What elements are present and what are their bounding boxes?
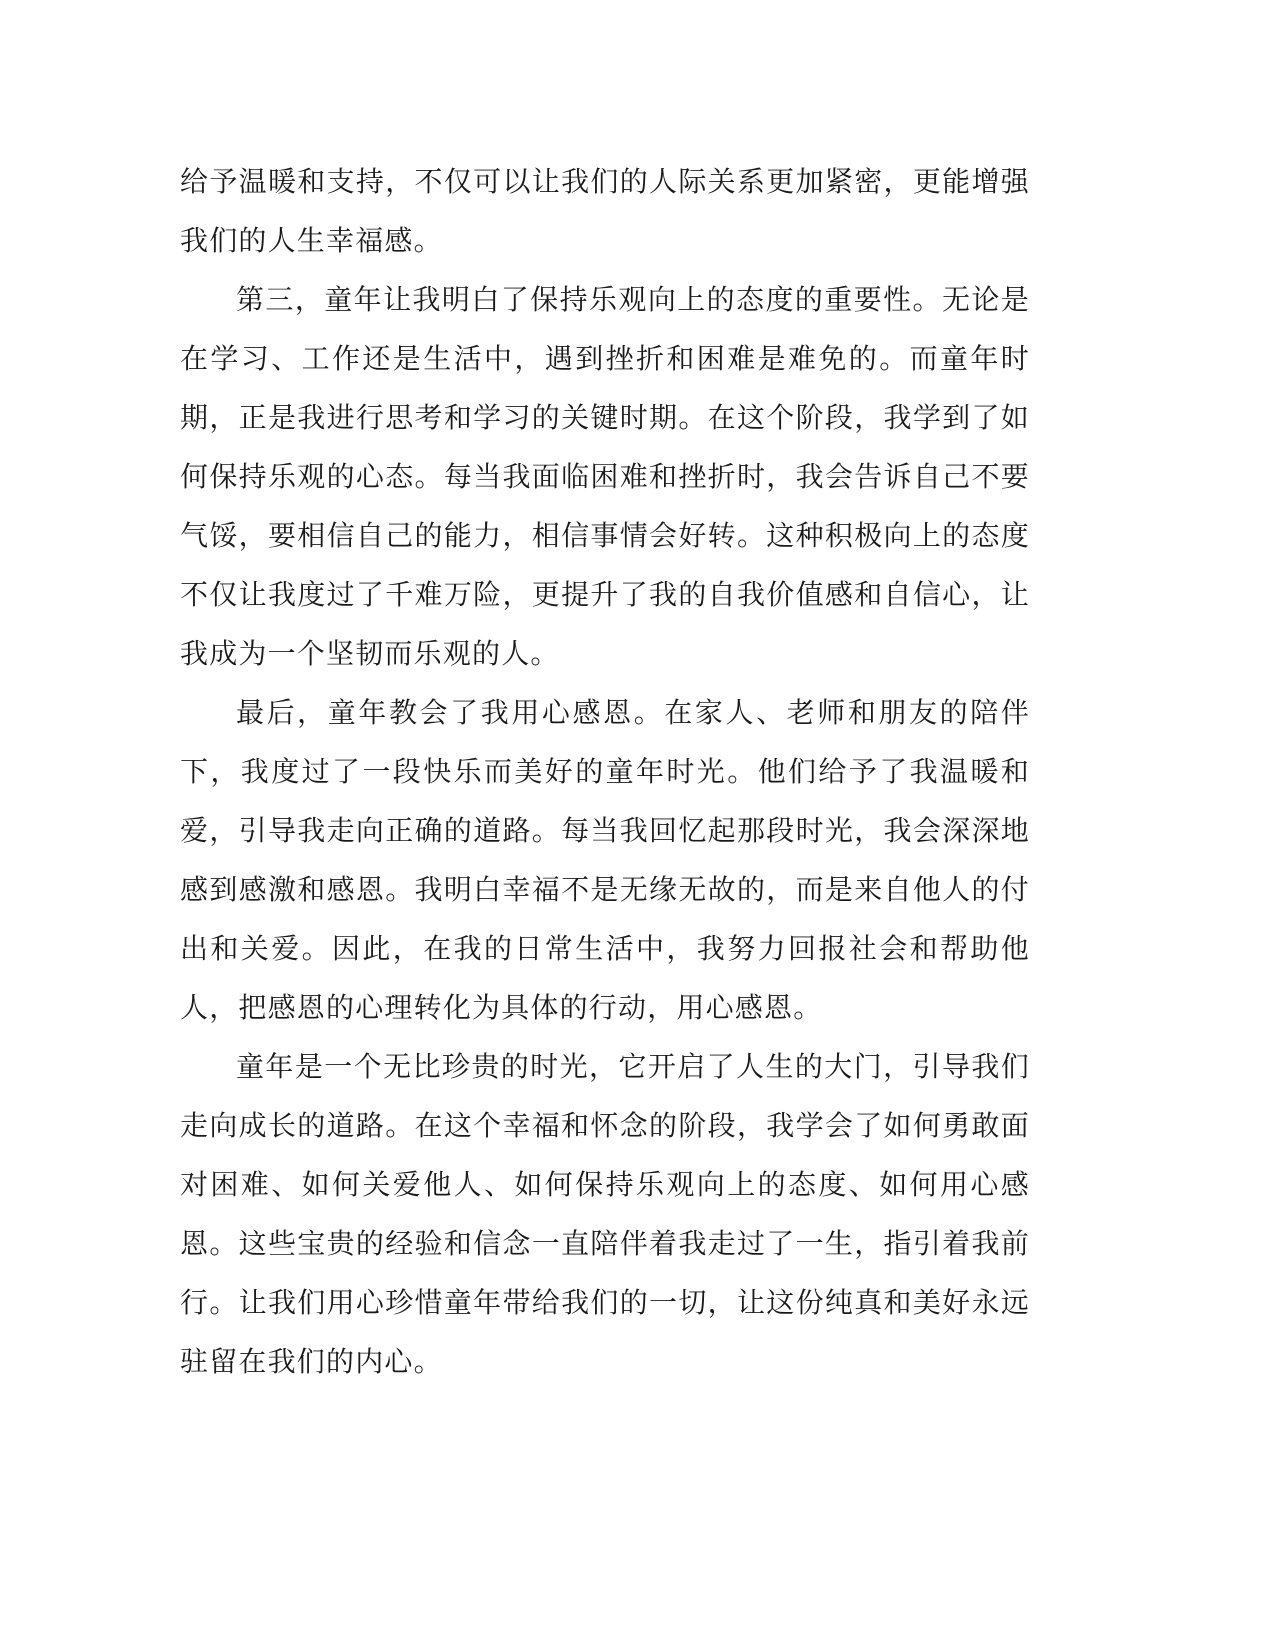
paragraph-gratitude: 最后，童年教会了我用心感恩。在家人、老师和朋友的陪伴下，我度过了一段快乐而美好的童年时光。他们给予了我温暖和爱，引导我走向正确的道路。每当我回忆起那段时光，我会深深地感到感激和感恩。我明白幸福不是无缘无故的，而是来自他人的付出和关爱。因此，在我的日常生活中，我努力回报社会和帮助他人，把感恩的心理转化为具体的行动，用心感恩。 — [180, 696, 1030, 1024]
document-body — [180, 152, 1030, 1391]
paragraph-optimism: 第三，童年让我明白了保持乐观向上的态度的重要性。无论是在学习、工作还是生活中，遇到挫折和困难是难免的。而童年时期，正是我进行思考和学习的关键时期。在这个阶段，我学到了如何保持乐观的心态。每当我面临困难和挫折时，我会告诉自己不要气馁，要相信自己的能力，相信事情会好转。这种积极向上的态度不仅让我度过了千难万险，更提升了我的自我价值感和自信心，让我成为一个坚韧而乐观的人。 — [180, 283, 1030, 670]
paragraph-conclusion: 童年是一个无比珍贵的时光，它开启了人生的大门，引导我们走向成长的道路。在这个幸福和怀念的阶段，我学会了如何勇敢面对困难、如何关爱他人、如何保持乐观向上的态度、如何用心感恩。这些宝贵的经验和信念一直陪伴着我走过了一生，指引着我前行。让我们用心珍惜童年带给我们的一切，让这份纯真和美好永远驻留在我们的内心。 — [180, 1050, 1030, 1378]
paragraph-continued: 给予温暖和支持，不仅可以让我们的人际关系更加紧密，更能增强我们的人生幸福感。 — [180, 165, 1030, 257]
